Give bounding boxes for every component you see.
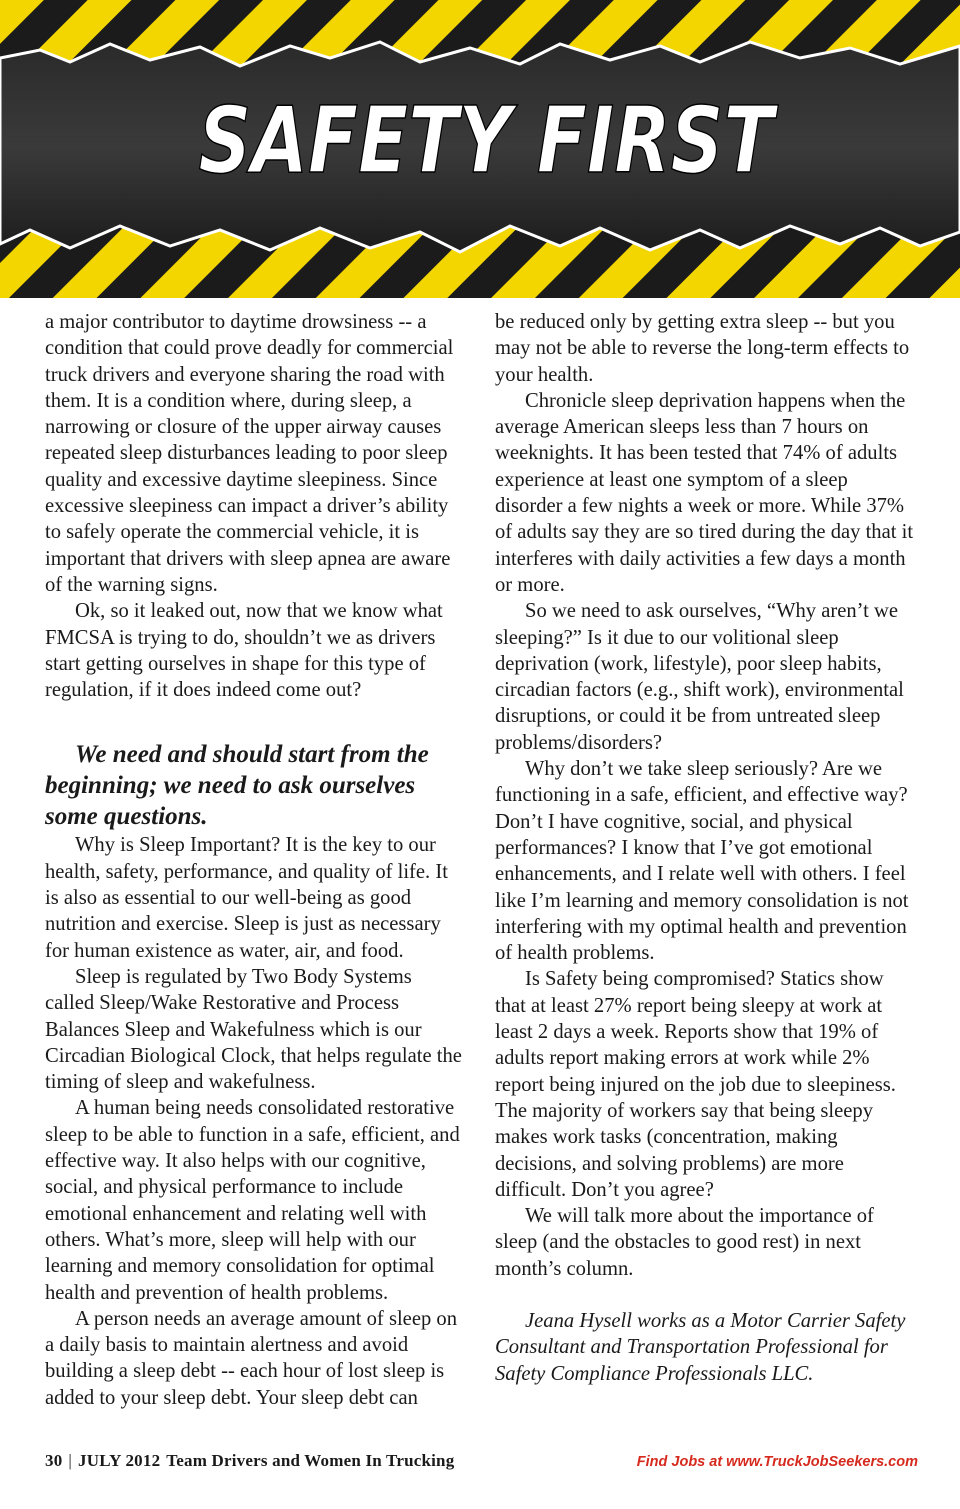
issue-date: JULY 2012 bbox=[78, 1451, 161, 1470]
page-footer bbox=[45, 1451, 454, 1471]
footer-separator: | bbox=[68, 1451, 73, 1470]
paragraph: Ok, so it leaked out, now that we know what FMCSA is trying to do, shouldn’t we as drivers start getting ourselves in shape for this type of regulation, if it does indeed come out? bbox=[45, 600, 443, 702]
paragraph: A person needs an average amount of sleep on a daily basis to maintain alertness and avoid building a sleep debt -- each hour of lost sleep is added to your sleep debt. Your sleep debt can bbox=[45, 1307, 457, 1409]
paragraph: Why don’t we take sleep seriously? Are we functioning in a safe, efficient, and effective way? Don’t I have cognitive, social, and physical performances? I know that I’ve got emotional enhancements, and I relate well with others. I feel like I’m learning and memory consolidation is not interfering with my optimal health and prevention of health problems. bbox=[495, 758, 909, 965]
paragraph: a major contributor to daytime drowsiness -- a condition that could prove deadly for commercial truck drivers and everyone sharing the road with them. It is a condition where, during sleep, a narrowing or closure of the upper airway causes repeated sleep disturbances leading to poor sleep quality and excessive daytime sleepiness. Since excessive sleepiness can impact a driver’s ability to safely operate the commercial vehicle, it is important that drivers with sleep apnea are aware of the warning signs. bbox=[45, 311, 454, 596]
paragraph: Sleep is regulated by Two Body Systems called Sleep/Wake Restorative and Process Balances Sleep and Wakefulness which is our Circadian Biological Clock, that helps regulate the timing of sleep and wakefulness. bbox=[45, 965, 462, 1094]
banner-title: SAFETY FIRST bbox=[198, 87, 779, 194]
article-column-right bbox=[495, 309, 915, 1387]
paragraph: Why is Sleep Important? It is the key to our health, safety, performance, and quality of life. It is also as essential to our well-being as good nutrition and exercise. Sleep is just as necessary for human existence as water, air, and food. bbox=[45, 834, 448, 962]
publication-name: Team Drivers and Women In Trucking bbox=[166, 1451, 455, 1470]
paragraph: be reduced only by getting extra sleep -- but you may not be able to reverse the long-term effects to your health. bbox=[495, 311, 910, 386]
paragraph: So we need to ask ourselves, “Why aren’t we sleeping?” Is it due to our volitional sleep deprivation (work, lifestyle), poor sleep habits, circadian factors (e.g., shift work), environmental disruptions, or could it be from untreated sleep problems/disorders? bbox=[495, 600, 904, 754]
paragraph: We will talk more about the importance of sleep (and the obstacles to good rest) in next month’s column. bbox=[495, 1205, 874, 1280]
find-jobs-link[interactable]: Find Jobs at www.TruckJobSeekers.com bbox=[636, 1454, 918, 1470]
safety-first-banner bbox=[0, 0, 960, 298]
article-column-left bbox=[45, 309, 465, 1411]
subheading: We need and should start from the beginning; we need to ask ourselves some questions. bbox=[45, 741, 429, 831]
page-number: 30 bbox=[45, 1451, 63, 1470]
paragraph: Is Safety being compromised? Statics show that at least 27% report being sleepy at work at least 2 days a week. Reports show that 19% of adults report making errors at work while 2% report being injured on the job due to sleepiness. The majority of workers say that being sleepy makes work tasks (concentration, making decisions, and solving problems) are more difficult. Don’t you agree? bbox=[495, 968, 896, 1201]
paragraph: Chronicle sleep deprivation happens when the average American sleeps less than 7 hours on weeknights. It has been tested that 74% of adults experience at least one symptom of a sleep disorder a few nights a week or more. While 37% of adults say they are so tired during the day that it interferes with daily activities a few days a month or more. bbox=[495, 389, 914, 596]
paragraph: A human being needs consolidated restorative sleep to be able to function in a safe, efficient, and effective way. It also helps with our cognitive, social, and physical performance to include emotional enhancement and relating well with others. What’s more, sleep will help with our learning and memory consolidation for optimal health and prevention of health problems. bbox=[45, 1097, 460, 1304]
author-bio: Jeana Hysell works as a Motor Carrier Safety Consultant and Transportation Professional for Safety Compliance Professionals LLC. bbox=[495, 1309, 906, 1385]
